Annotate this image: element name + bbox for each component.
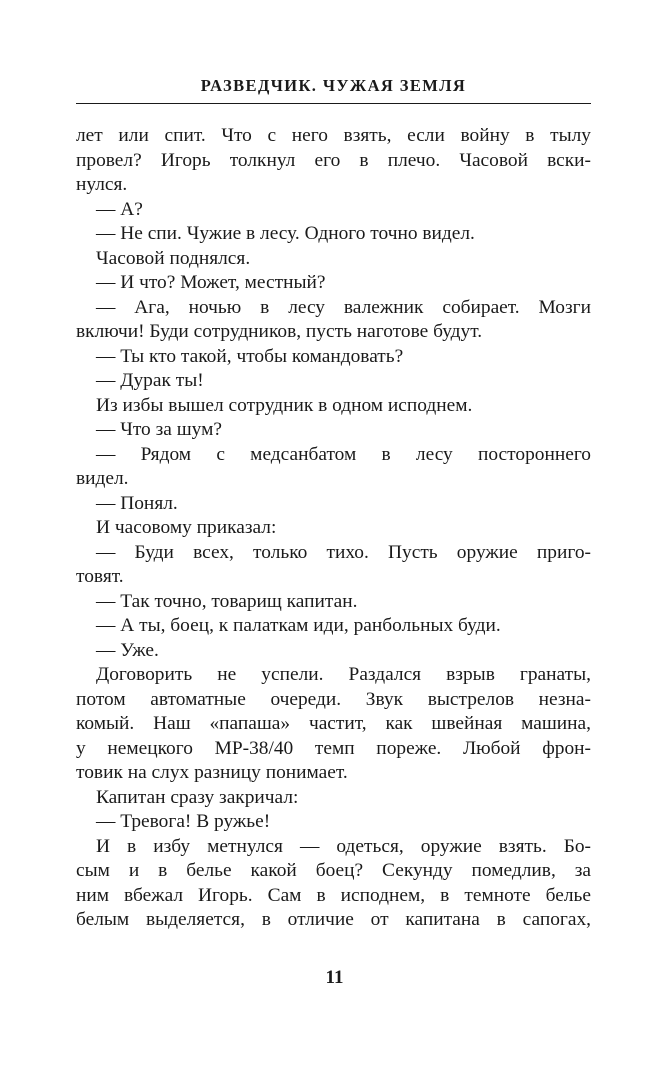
text-line: — Ты кто такой, чтобы командовать? xyxy=(96,345,404,367)
text-line: — Рядом с медсанбатом в лесу постороннего xyxy=(96,443,591,465)
text-line: провел? Игорь толкнул его в плечо. Часовой вски- xyxy=(76,149,591,171)
running-head: РАЗВЕДЧИК. ЧУЖАЯ ЗЕМЛЯ xyxy=(200,76,467,95)
text-line: сым и в белье какой боец? Секунду помедлив, за xyxy=(76,860,591,881)
text-line: — А? xyxy=(96,198,143,220)
text-line: комый. Наш «папаша» частит, как швейная машина, xyxy=(76,713,591,734)
text-line: Капитан сразу закричал: xyxy=(96,786,299,808)
text-line: — И что? Может, местный? xyxy=(96,272,326,293)
text-line: лет или спит. Что с него взять, если войну в тылу xyxy=(76,125,591,146)
text-line: товят. xyxy=(76,566,124,587)
text-line: ним вбежал Игорь. Сам в исподнем, в темноте белье xyxy=(76,884,591,906)
text-line: Из избы вышел сотрудник в одном исподнем. xyxy=(96,394,473,416)
text-line: видел. xyxy=(76,468,129,489)
text-line: И в избу метнулся — одеться, оружие взять. Бо- xyxy=(96,835,591,857)
text-line: Часовой поднялся. xyxy=(96,247,251,269)
text-line: — Что за шум? xyxy=(96,419,222,440)
text-line: Договорить не успели. Раздался взрыв гранаты, xyxy=(96,664,591,685)
text-line: И часовому приказал: xyxy=(96,517,277,538)
text-line: у немецкого МР-38/40 темп пореже. Любой фрон- xyxy=(76,737,591,759)
body-text xyxy=(76,124,591,933)
text-line: — Так точно, товарищ капитан. xyxy=(96,590,358,612)
text-line: включи! Буди сотрудников, пусть наготове будут. xyxy=(76,321,483,342)
text-line: товик на слух разницу понимает. xyxy=(76,762,348,783)
text-line: — А ты, боец, к палаткам иди, ранбольных буди. xyxy=(96,615,501,636)
text-line: — Ага, ночью в лесу валежник собирает. Мозги xyxy=(96,296,591,318)
header-rule xyxy=(76,103,591,104)
text-line: нулся. xyxy=(76,174,128,195)
text-line: — Понял. xyxy=(96,492,178,514)
text-line: — Дурак ты! xyxy=(96,370,204,391)
page-number: 11 xyxy=(325,967,344,988)
text-line: — Тревога! В ружье! xyxy=(96,811,271,832)
text-line: — Буди всех, только тихо. Пусть оружие приго- xyxy=(96,541,591,563)
text-line: белым выделяется, в отличие от капитана в сапогах, xyxy=(76,909,591,930)
text-line: — Уже. xyxy=(96,639,159,661)
text-line: потом автоматные очереди. Звук выстрелов незна- xyxy=(76,688,591,710)
text-line: — Не спи. Чужие в лесу. Одного точно видел. xyxy=(96,223,475,244)
